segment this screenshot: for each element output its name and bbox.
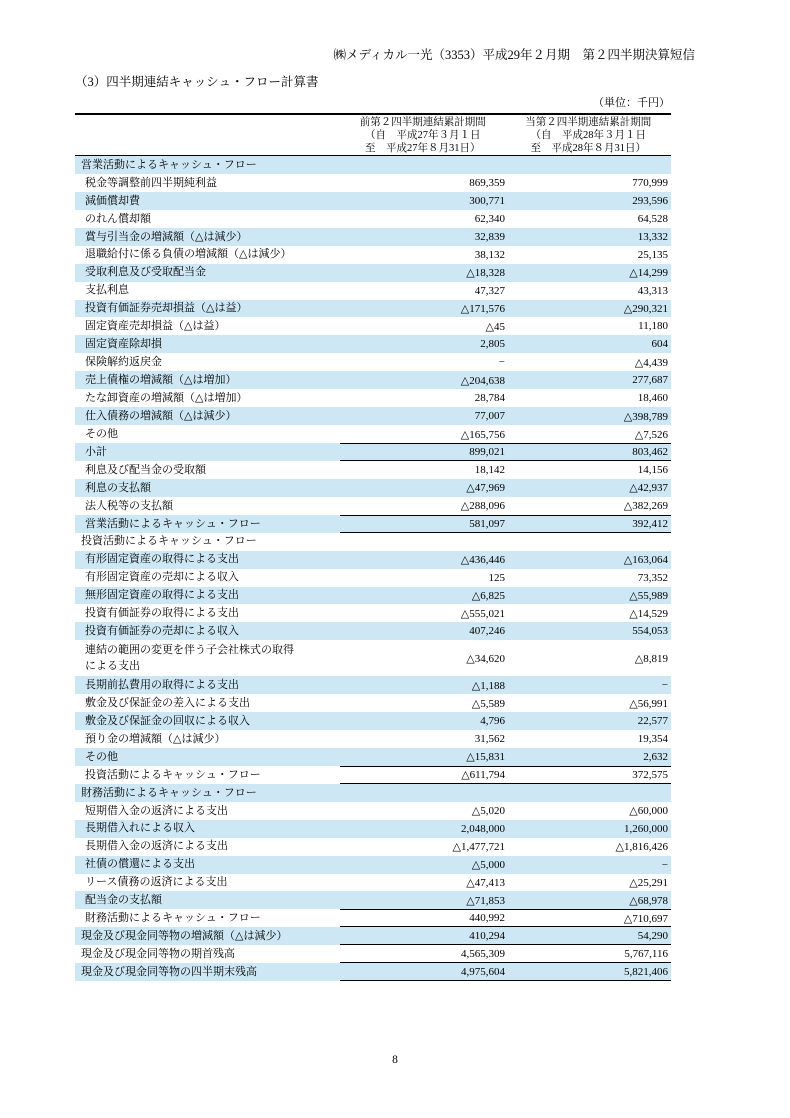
row-values xyxy=(340,461,671,479)
row-values xyxy=(340,748,671,766)
row-label: 営業活動によるキャッシュ・フロー xyxy=(81,158,257,171)
row-values xyxy=(340,945,671,963)
row-label: 財務活動によるキャッシュ・フロー xyxy=(81,786,257,799)
column-period-from: （自 平成27年３月１日 xyxy=(365,129,481,141)
value-current-period: 5,767,116 xyxy=(624,947,668,960)
row-values xyxy=(340,353,671,371)
column-period-to: 至 平成27年８月31日） xyxy=(365,142,481,154)
table-row xyxy=(75,604,671,622)
row-values xyxy=(340,622,671,640)
value-prior-period: 410,294 xyxy=(469,929,505,942)
row-label: 賞与引当金の増減額（△は減少） xyxy=(85,230,248,243)
row-label: 営業活動によるキャッシュ・フロー xyxy=(85,517,261,530)
row-values xyxy=(340,891,671,909)
row-label: 利息の支払額 xyxy=(85,481,151,494)
row-values xyxy=(340,425,671,443)
row-label: 投資有価証券の取得による支出 xyxy=(85,607,239,620)
row-values xyxy=(340,874,671,892)
value-prior-period: △1,477,721 xyxy=(452,841,505,854)
row-label: 仕入債務の増減額（△は減少） xyxy=(85,409,237,422)
row-values xyxy=(340,515,671,533)
table-row xyxy=(75,927,671,945)
value-current-period: 73,352 xyxy=(637,571,668,584)
table-row xyxy=(75,945,671,963)
value-current-period: 372,575 xyxy=(632,768,668,781)
row-label: のれん償却額 xyxy=(85,212,151,225)
value-current-period: 11,180 xyxy=(638,320,668,333)
row-values xyxy=(340,963,671,981)
value-current-period: △68,978 xyxy=(629,894,668,907)
table-row xyxy=(75,317,671,335)
table-row xyxy=(75,443,671,461)
column-title: 当第２四半期連結累計期間 xyxy=(525,116,652,128)
value-current-period: △163,064 xyxy=(623,554,668,567)
table-row xyxy=(75,587,671,605)
value-prior-period: △288,096 xyxy=(460,500,505,513)
table-row xyxy=(75,569,671,587)
table-row xyxy=(75,730,671,748)
table-row xyxy=(75,353,671,371)
row-values xyxy=(340,838,671,856)
row-values xyxy=(340,820,671,838)
row-values xyxy=(340,246,671,264)
column-period-to: 至 平成28年８月31日） xyxy=(530,142,646,154)
table-row xyxy=(75,748,671,766)
value-current-period: △398,789 xyxy=(623,410,668,423)
value-prior-period: 31,562 xyxy=(474,732,505,745)
row-label: 投資活動によるキャッシュ・フロー xyxy=(85,768,261,781)
value-current-period: 14,156 xyxy=(637,463,668,476)
value-current-period: − xyxy=(661,858,668,871)
value-current-period: △382,269 xyxy=(623,500,668,513)
value-current-period: △1,816,426 xyxy=(615,841,668,854)
value-prior-period: △5,589 xyxy=(471,697,505,710)
value-prior-period: △6,825 xyxy=(471,589,505,602)
value-current-period: △60,000 xyxy=(629,805,668,818)
row-values xyxy=(340,551,671,569)
row-label: 有形固定資産の取得による支出 xyxy=(85,553,239,566)
row-label: 売上債権の増減額（△は増加） xyxy=(85,374,237,387)
value-prior-period: 2,048,000 xyxy=(461,822,505,835)
row-label: 現金及び現金同等物の四半期末残高 xyxy=(81,965,257,978)
value-prior-period: △1,188 xyxy=(471,679,505,692)
table-row xyxy=(75,856,671,874)
row-label: 社債の償還による支出 xyxy=(85,858,195,871)
value-prior-period: △5,020 xyxy=(471,805,505,818)
row-values xyxy=(340,282,671,300)
value-prior-period: 77,007 xyxy=(474,410,505,423)
value-prior-period: △204,638 xyxy=(460,374,505,387)
table-row xyxy=(75,515,671,533)
value-current-period: 1,260,000 xyxy=(624,822,668,835)
value-prior-period: △45 xyxy=(485,320,505,333)
row-label: 固定資産除却損 xyxy=(85,338,162,351)
table-row xyxy=(75,694,671,712)
row-label: その他 xyxy=(85,750,118,763)
value-current-period: 25,135 xyxy=(637,248,668,261)
value-prior-period: 18,142 xyxy=(474,463,505,476)
value-current-period: △710,697 xyxy=(623,912,668,925)
table-row xyxy=(75,497,671,515)
row-label: 連結の範囲の変更を伴う子会社株式の取得 による支出 xyxy=(85,643,294,673)
value-current-period: 19,354 xyxy=(637,732,668,745)
row-values xyxy=(340,730,671,748)
value-prior-period: △34,620 xyxy=(466,652,505,665)
row-label: リース債務の返済による支出 xyxy=(85,876,228,889)
page-number: 8 xyxy=(392,1054,398,1066)
row-label: 敷金及び保証金の回収による収入 xyxy=(85,714,250,727)
row-label: 投資有価証券売却損益（△は益） xyxy=(85,302,248,315)
row-values xyxy=(340,497,671,515)
page-title: （3）四半期連結キャッシュ・フロー計算書 xyxy=(75,75,319,89)
value-current-period: 803,462 xyxy=(632,445,668,458)
row-values xyxy=(340,407,671,425)
table-row xyxy=(75,874,671,892)
value-current-period: △25,291 xyxy=(629,876,668,889)
column-title: 前第２四半期連結累計期間 xyxy=(359,116,486,128)
row-values xyxy=(340,766,671,784)
table-row xyxy=(75,963,671,981)
value-current-period: △42,937 xyxy=(629,482,668,495)
value-prior-period: 2,805 xyxy=(480,338,505,351)
header-spacer xyxy=(75,115,340,155)
value-prior-period: △47,969 xyxy=(466,482,505,495)
value-current-period: 22,577 xyxy=(637,715,668,728)
value-current-period: △14,299 xyxy=(629,267,668,280)
row-values xyxy=(340,712,671,730)
row-values xyxy=(340,479,671,497)
table-row xyxy=(75,246,671,264)
table-header-row xyxy=(75,115,671,156)
value-current-period: △7,526 xyxy=(634,428,668,441)
value-current-period: △8,819 xyxy=(634,652,668,665)
row-values xyxy=(340,587,671,605)
row-label: たな卸資産の増減額（△は増加） xyxy=(85,391,248,404)
value-current-period: 604 xyxy=(651,338,668,351)
table-row xyxy=(75,389,671,407)
row-values xyxy=(340,317,671,335)
doc-header: ㈱メディカル一光（3353）平成29年２月期 第２四半期決算短信 xyxy=(333,48,695,62)
row-label: 税金等調整前四半期純利益 xyxy=(85,176,217,189)
table-row xyxy=(75,300,671,318)
row-values xyxy=(340,927,671,945)
table-row xyxy=(75,533,671,551)
table-row xyxy=(75,622,671,640)
table-row xyxy=(75,551,671,569)
row-label: 投資有価証券の売却による収入 xyxy=(85,625,239,638)
row-label: 減価償却費 xyxy=(85,194,140,207)
column-period-from: （自 平成28年３月１日 xyxy=(530,129,646,141)
row-label: 利息及び配当金の受取額 xyxy=(85,463,206,476)
table-row xyxy=(75,335,671,353)
value-prior-period: △5,000 xyxy=(471,859,505,872)
table-body xyxy=(75,156,671,981)
value-current-period: 293,596 xyxy=(632,194,668,207)
row-label: 退職給付に係る負債の増減額（△は減少） xyxy=(85,248,292,261)
row-values xyxy=(340,694,671,712)
value-prior-period: △71,853 xyxy=(466,894,505,907)
value-current-period: △290,321 xyxy=(623,302,668,315)
value-prior-period: 28,784 xyxy=(474,392,505,405)
row-values xyxy=(340,300,671,318)
value-current-period: 64,528 xyxy=(637,212,668,225)
row-label: 長期前払費用の取得による支出 xyxy=(85,678,239,691)
cashflow-table xyxy=(75,113,671,981)
row-values xyxy=(340,909,671,927)
row-values xyxy=(340,389,671,407)
value-current-period: 2,632 xyxy=(643,750,668,763)
table-row xyxy=(75,766,671,784)
value-current-period: △56,991 xyxy=(629,697,668,710)
table-row xyxy=(75,174,671,192)
table-row xyxy=(75,461,671,479)
value-current-period: 54,290 xyxy=(637,929,668,942)
value-prior-period: 32,839 xyxy=(474,230,505,243)
value-prior-period: 899,021 xyxy=(469,445,505,458)
row-values xyxy=(340,802,671,820)
value-prior-period: 62,340 xyxy=(474,212,505,225)
column-header-prior-period xyxy=(340,115,506,155)
table-row xyxy=(75,838,671,856)
row-label: 短期借入金の返済による支出 xyxy=(85,804,228,817)
row-label: その他 xyxy=(85,427,118,440)
value-current-period: − xyxy=(661,679,668,692)
column-header-current-period xyxy=(506,115,672,155)
row-values xyxy=(340,640,671,676)
table-row xyxy=(75,820,671,838)
row-label: 長期借入れによる収入 xyxy=(85,822,195,835)
value-prior-period: 407,246 xyxy=(469,625,505,638)
row-values xyxy=(340,174,671,192)
row-values xyxy=(340,569,671,587)
row-label: 有形固定資産の売却による収入 xyxy=(85,571,239,584)
row-values xyxy=(340,604,671,622)
row-values xyxy=(340,443,671,461)
table-row xyxy=(75,479,671,497)
value-prior-period: △165,756 xyxy=(460,428,505,441)
value-prior-period: 300,771 xyxy=(469,194,505,207)
row-label: 法人税等の支払額 xyxy=(85,499,173,512)
table-row xyxy=(75,891,671,909)
value-current-period: △4,439 xyxy=(634,356,668,369)
row-label: 預り金の増減額（△は減少） xyxy=(85,732,226,745)
value-prior-period: △47,413 xyxy=(466,876,505,889)
row-label: 支払利息 xyxy=(85,284,129,297)
row-label: 無形固定資産の取得による支出 xyxy=(85,589,239,602)
value-current-period: 5,821,406 xyxy=(624,965,668,978)
unit-label: （単位：千円） xyxy=(593,97,670,109)
value-current-period: 554,053 xyxy=(632,625,668,638)
table-row xyxy=(75,156,671,174)
value-prior-period: △611,794 xyxy=(461,769,505,782)
table-row xyxy=(75,425,671,443)
table-row xyxy=(75,192,671,210)
value-prior-period: △15,831 xyxy=(466,751,505,764)
value-prior-period: 4,796 xyxy=(480,715,505,728)
value-current-period: △14,529 xyxy=(629,607,668,620)
row-values xyxy=(340,210,671,228)
value-current-period: 770,999 xyxy=(632,176,668,189)
row-label: 受取利息及び受取配当金 xyxy=(85,266,206,279)
value-prior-period: 581,097 xyxy=(469,517,505,530)
table-row xyxy=(75,282,671,300)
value-current-period: 13,332 xyxy=(637,230,668,243)
row-values xyxy=(340,264,671,282)
value-prior-period: 440,992 xyxy=(469,912,505,925)
value-prior-period: △555,021 xyxy=(460,607,505,620)
value-current-period: 43,313 xyxy=(637,284,668,297)
value-prior-period: 4,565,309 xyxy=(461,947,505,960)
row-label: 保険解約返戻金 xyxy=(85,356,162,369)
value-prior-period: 4,975,604 xyxy=(461,965,505,978)
table-row xyxy=(75,407,671,425)
value-current-period: 277,687 xyxy=(632,374,668,387)
row-label: 現金及び現金同等物の期首残高 xyxy=(81,948,235,961)
table-row xyxy=(75,210,671,228)
value-prior-period: 869,359 xyxy=(469,176,505,189)
row-values xyxy=(340,192,671,210)
row-values xyxy=(340,335,671,353)
table-row xyxy=(75,784,671,802)
row-label: 敷金及び保証金の差入による支出 xyxy=(85,696,250,709)
table-row xyxy=(75,371,671,389)
row-label: 固定資産売却損益（△は益） xyxy=(85,320,226,333)
value-prior-period: △18,328 xyxy=(466,267,505,280)
table-row xyxy=(75,264,671,282)
row-label: 現金及び現金同等物の増減額（△は減少） xyxy=(81,930,288,943)
value-prior-period: − xyxy=(498,356,505,369)
row-label: 配当金の支払額 xyxy=(85,894,162,907)
table-row xyxy=(75,676,671,694)
value-prior-period: 125 xyxy=(488,571,505,584)
value-current-period: △55,989 xyxy=(629,589,668,602)
table-row xyxy=(75,802,671,820)
table-row xyxy=(75,228,671,246)
value-prior-period: △171,576 xyxy=(460,302,505,315)
row-label: 長期借入金の返済による支出 xyxy=(85,840,228,853)
table-row xyxy=(75,712,671,730)
row-values xyxy=(340,228,671,246)
value-prior-period: 47,327 xyxy=(474,284,505,297)
row-label: 投資活動によるキャッシュ・フロー xyxy=(81,535,257,548)
table-row xyxy=(75,909,671,927)
row-label: 財務活動によるキャッシュ・フロー xyxy=(85,912,261,925)
table-row xyxy=(75,640,671,676)
value-prior-period: △436,446 xyxy=(460,554,505,567)
row-label: 小計 xyxy=(85,445,107,458)
value-current-period: 392,412 xyxy=(632,517,668,530)
row-values xyxy=(340,676,671,694)
value-current-period: 18,460 xyxy=(637,392,668,405)
value-prior-period: 38,132 xyxy=(474,248,505,261)
row-values xyxy=(340,856,671,874)
row-values xyxy=(340,371,671,389)
